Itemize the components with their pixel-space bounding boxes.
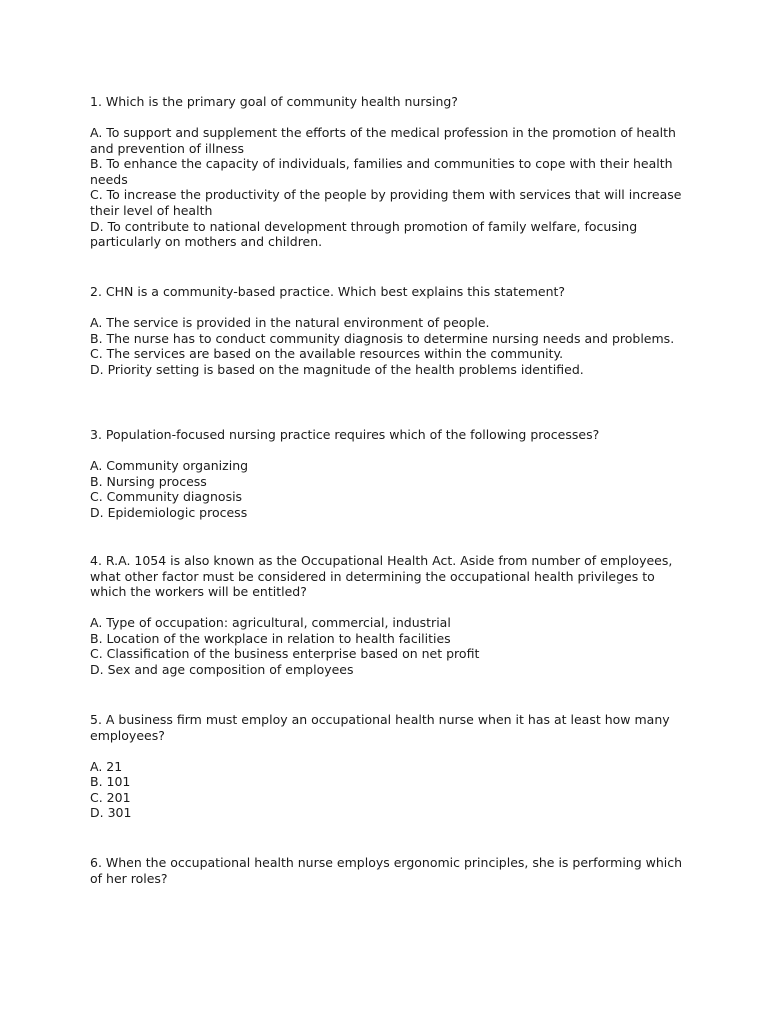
option-d: D. Priority setting is based on the magnitude of the health problems identified. xyxy=(90,361,584,377)
option-a: A. Community organizing xyxy=(90,458,249,474)
question-3 xyxy=(90,427,690,520)
option-c: C. Classification of the business enterprise based on net profit xyxy=(90,646,480,662)
option-c: C. To increase the productivity of the people by providing them with services that will increase their level of health xyxy=(90,187,682,219)
option-b: B. To enhance the capacity of individuals, families and communities to cope with their health needs xyxy=(90,156,673,187)
option-a: A. Type of occupation: agricultural, commercial, industrial xyxy=(90,615,451,631)
question-1 xyxy=(90,94,690,250)
option-a: A. The service is provided in the natural environment of people. xyxy=(90,315,490,331)
option-c: C. 201 xyxy=(90,789,131,805)
question-5 xyxy=(90,712,690,821)
question-stem: 2. CHN is a community-based practice. Which best explains this statement? xyxy=(90,284,566,299)
answer-options xyxy=(90,615,690,677)
option-b: B. 101 xyxy=(90,774,131,790)
question-stem: 5. A business firm must employ an occupational health nurse when it has at least how many employees? xyxy=(90,712,670,743)
question-4 xyxy=(90,553,690,678)
option-a: A. 21 xyxy=(90,758,123,774)
question-2 xyxy=(90,284,690,377)
question-stem: 3. Population-focused nursing practice requires which of the following processes? xyxy=(90,427,600,442)
option-d: D. Epidemiologic process xyxy=(90,504,248,520)
answer-options xyxy=(90,759,690,821)
option-c: C. Community diagnosis xyxy=(90,489,243,505)
option-d: D. Sex and age composition of employees xyxy=(90,662,354,678)
option-d: D. To contribute to national development through promotion of family welfare, focusing particularly on mothers and children. xyxy=(90,218,638,250)
question-6 xyxy=(90,855,690,886)
option-a: A. To support and supplement the efforts of the medical profession in the promotion of health and prevention of illness xyxy=(90,125,676,156)
question-stem: 4. R.A. 1054 is also known as the Occupational Health Act. Aside from number of employees, what other factor must be considered in determining the occupational health privileges to which the workers will be entitled? xyxy=(90,553,673,600)
option-b: B. Location of the workplace in relation to health facilities xyxy=(90,630,451,646)
option-b: B. The nurse has to conduct community diagnosis to determine nursing needs and problems. xyxy=(90,330,675,346)
question-stem: 6. When the occupational health nurse employs ergonomic principles, she is performing which of her roles? xyxy=(90,855,683,886)
answer-options xyxy=(90,125,690,250)
option-c: C. The services are based on the available resources within the community. xyxy=(90,346,564,362)
answer-options xyxy=(90,315,690,377)
answer-options xyxy=(90,458,690,520)
question-stem: 1. Which is the primary goal of community health nursing? xyxy=(90,94,458,109)
option-b: B. Nursing process xyxy=(90,473,207,489)
option-d: D. 301 xyxy=(90,805,132,821)
